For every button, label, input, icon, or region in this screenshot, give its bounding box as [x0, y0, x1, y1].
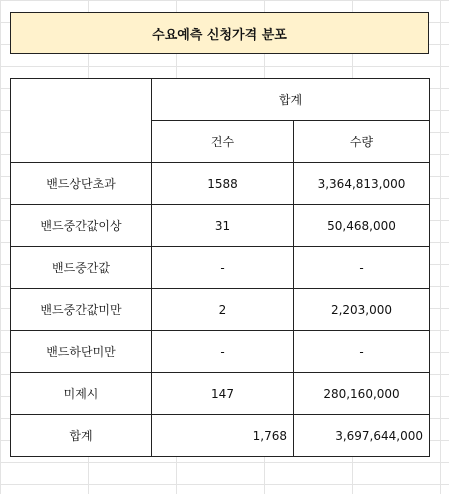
- table-title: 수요예측 신청가격 분포: [10, 12, 429, 54]
- header-row: [11, 79, 430, 121]
- row-label: 밴드중간값이상: [11, 205, 152, 247]
- total-quantity: 3,697,644,000: [294, 415, 430, 457]
- row-quantity: -: [294, 331, 430, 373]
- total-count: 1,768: [152, 415, 294, 457]
- row-quantity: -: [294, 247, 430, 289]
- table-row: [11, 373, 430, 415]
- row-label: 미제시: [11, 373, 152, 415]
- row-count: 31: [152, 205, 294, 247]
- row-count: -: [152, 247, 294, 289]
- table-row: [11, 289, 430, 331]
- header-quantity: 수량: [294, 121, 430, 163]
- table-row: [11, 205, 430, 247]
- row-label: 밴드상단초과: [11, 163, 152, 205]
- total-row: [11, 415, 430, 457]
- row-count: 2: [152, 289, 294, 331]
- header-count: 건수: [152, 121, 294, 163]
- table-row: [11, 247, 430, 289]
- price-distribution-table: [10, 78, 430, 457]
- row-quantity: 50,468,000: [294, 205, 430, 247]
- total-label: 합계: [11, 415, 152, 457]
- header-corner-cell: [11, 79, 152, 163]
- row-label: 밴드중간값미만: [11, 289, 152, 331]
- row-count: -: [152, 331, 294, 373]
- row-quantity: 2,203,000: [294, 289, 430, 331]
- row-quantity: 280,160,000: [294, 373, 430, 415]
- row-count: 1588: [152, 163, 294, 205]
- row-count: 147: [152, 373, 294, 415]
- row-quantity: 3,364,813,000: [294, 163, 430, 205]
- row-label: 밴드중간값: [11, 247, 152, 289]
- table-row: [11, 331, 430, 373]
- table-row: [11, 163, 430, 205]
- row-label: 밴드하단미만: [11, 331, 152, 373]
- header-group-total: 합계: [152, 79, 430, 121]
